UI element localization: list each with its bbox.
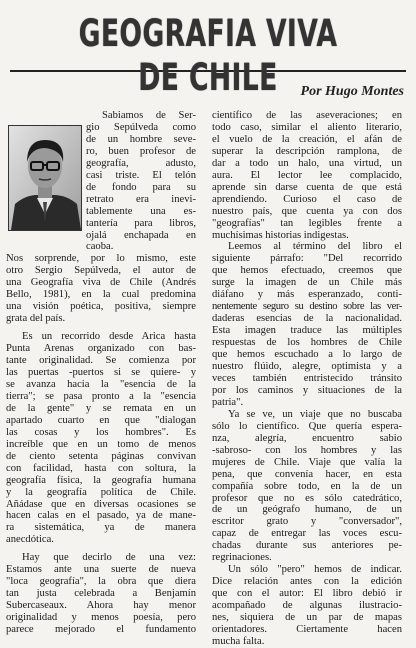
text-line: mujeres de Chile. Viaje que valía la: [212, 456, 402, 468]
text-line: aura. El lector lee complacido,: [212, 169, 402, 181]
text-line: ro, buen profesor de: [86, 145, 196, 157]
text-line: pena, que convenía hacer, en esta: [212, 468, 402, 480]
text-line: Ya se ve, un viaje que no buscaba: [228, 408, 402, 420]
text-line: una Geografía viva de Chile (Andrés: [6, 277, 196, 289]
text-line: científico de las aseveraciones; en: [212, 110, 402, 121]
text-line: que con el autor: El libro debió ir: [212, 588, 402, 600]
text-line: apartado cuarto en que "dialogan: [6, 414, 196, 426]
text-line: las cosas y los hombres". Es: [6, 426, 196, 438]
text-line: patria".: [212, 396, 244, 408]
text-line: ojalá enchapada en: [86, 229, 196, 241]
text-line: Subercaseaux. Ahora hay menor: [6, 600, 196, 612]
text-line: Punta Arenas organizado con bas-: [6, 343, 196, 355]
text-line: geografía física, la geografía humana: [6, 474, 196, 486]
text-line: Nos sorprende, por lo mismo, este: [6, 253, 196, 265]
text-line: Un sólo "pero" hemos de indicar.: [228, 564, 402, 576]
text-line: hacen calas en el pasado, ya de mane-: [6, 510, 196, 522]
text-line: tierra"; se pasa pronto a la "esencia: [6, 390, 196, 402]
text-line: con facilidad, hasta con soltura, la: [6, 462, 196, 474]
text-line: "loca geografía", la obra que diera: [6, 576, 196, 588]
text-line: capaz de entregar las voces escu-: [212, 528, 402, 540]
text-line: superar la descripción ramplona, de: [212, 145, 402, 157]
text-line: mucha falta.: [212, 635, 265, 647]
text-line: sólo lo científico. Que quería espera-: [212, 420, 402, 432]
text-line: nentemente seguro su destino sobre las ver-: [212, 301, 402, 313]
text-line: Es un recorrido desde Arica hasta: [22, 331, 196, 343]
text-line: y la geografía política de Chile.: [6, 486, 196, 498]
text-line: por los caminos y situaciones de la: [212, 384, 402, 396]
text-line: -sabroso- con los hombres y las: [212, 444, 402, 456]
text-line: las puertas -puertos si se quiere- y: [6, 367, 196, 379]
text-line: Bello, 1981), en la cual predomina: [6, 289, 196, 301]
text-line: tablemente una es-: [86, 205, 196, 217]
text-line: Hay que decirlo de una vez:: [22, 552, 196, 564]
text-line: chadas durante sus anteriores pe-: [212, 540, 402, 552]
text-line: de la gente" y se remata en un: [6, 402, 196, 414]
text-line: originalidad y menos poesía, pero: [6, 612, 196, 624]
text-line: grata del país.: [6, 313, 66, 325]
text-line: aprendiendo. Curioso el caso de: [212, 193, 402, 205]
text-line: todo caso, similar el aliento literario,: [212, 121, 402, 133]
article-byline: Por Hugo Montes: [300, 84, 404, 99]
text-line: que hemos efectuado, creemos que: [212, 265, 402, 277]
text-line: tan justa celebrada a Benjamín: [6, 588, 196, 600]
text-line: Estamos ante una suerte de nueva: [6, 564, 196, 576]
text-line: se avanza hacia la "esencia de la: [6, 378, 196, 390]
text-line: de un geógrafo humano, de un: [212, 504, 402, 516]
text-line: Leemos al término del libro el: [228, 241, 402, 253]
text-line: siguiente párrafo: "Del recorrido: [212, 253, 402, 265]
text-line: caoba.: [86, 241, 114, 253]
text-line: daderas esencias de la nacionalidad.: [212, 313, 402, 325]
text-line: "geografías" tan legibles frente a: [212, 217, 402, 229]
text-line: veces también entristecido tránsito: [212, 372, 402, 384]
text-line: nuestro país, que cuenta ya con dos: [212, 205, 402, 217]
article-column-right: [212, 110, 402, 648]
text-line: muchísimas historias indigestas.: [212, 229, 349, 241]
text-line: de ciento setenta páginas convivan: [6, 450, 196, 462]
text-line: dar a todo un halo, una virtud, un: [212, 157, 402, 169]
text-line: Sabiamos de Ser-: [102, 110, 196, 121]
text-line: nes, siquiera de un par de mapas: [212, 612, 402, 624]
text-line: increíble que en un tomo de menos: [6, 438, 196, 450]
text-line: ra sistemática, ya de manera: [6, 522, 196, 534]
text-line: diáfano y más esperanzado, conti-: [212, 289, 402, 301]
text-line: aprende sin darse cuenta de que está: [212, 181, 402, 193]
text-line: el vuelo de la creación, el afán de: [212, 133, 402, 145]
article-headline: GEOGRAFIA VIVA DE CHILE: [78, 12, 338, 99]
text-line: surge la imagen de un Chile más: [212, 277, 402, 289]
text-line: Dice relación antes con la edición: [212, 576, 402, 588]
text-line: compañía sobre todo, en la de un: [212, 480, 402, 492]
text-line: respuestas de los hombres de Chile: [212, 337, 402, 349]
text-line: retrato era inevi-: [86, 193, 196, 205]
text-line: que hemos escuchado a lo largo de: [212, 349, 402, 361]
text-line: acompañado de algunas ilustracio-: [212, 600, 402, 612]
text-line: parece mejorado el fundamento: [6, 624, 196, 636]
text-line: anecdótica.: [6, 534, 54, 546]
text-line: nza, alegría, encuentro sabio: [212, 432, 402, 444]
text-line: escritor grato y "conversador",: [212, 516, 402, 528]
text-line: profesor que no es sólo catedrático,: [212, 492, 402, 504]
text-line: Añádase que en diversas ocasiones se: [6, 498, 196, 510]
text-line: Esta imagen traduce las múltiples: [212, 325, 402, 337]
text-line: nuestro flúido, alegre, optimista y a: [212, 361, 402, 373]
text-line: casi triste. El telón: [86, 169, 196, 181]
text-line: gio Sepúlveda como: [86, 121, 196, 133]
text-line: tantería para libros,: [86, 217, 196, 229]
text-line: tante originalidad. Se comienza por: [6, 355, 196, 367]
text-line: otro Sergio Sepúlveda, el autor de: [6, 265, 196, 277]
text-line: regrinaciones.: [212, 552, 272, 564]
text-line: geografía, adusto,: [86, 157, 196, 169]
text-line: una visión poética, positiva, siempre: [6, 301, 196, 313]
article-column-left: [6, 110, 196, 636]
text-line: de fondo para su: [86, 181, 196, 193]
text-line: orientadores. Ciertamente hacen: [212, 623, 402, 635]
text-line: de un hombre seve-: [86, 133, 196, 145]
